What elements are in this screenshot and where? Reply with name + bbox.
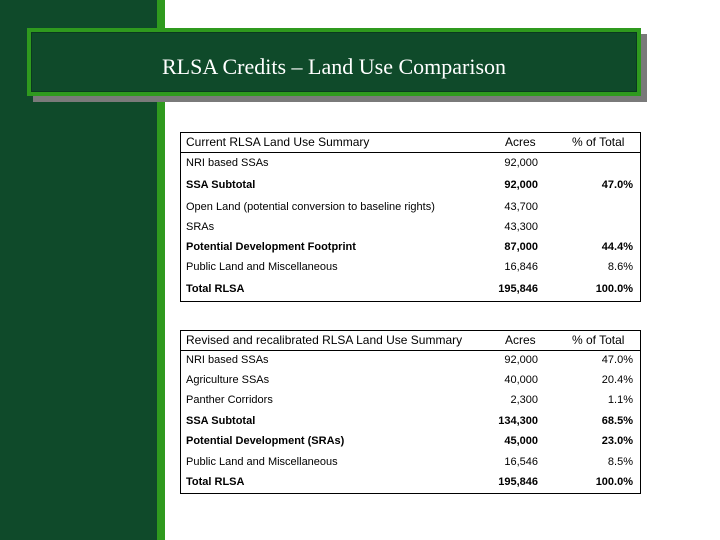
- table-row: [180, 154, 641, 172]
- row-acres: 45,000: [504, 435, 538, 447]
- row-label: Potential Development Footprint: [186, 241, 356, 253]
- table2-acres-header: Acres: [505, 333, 536, 347]
- row-percent: 47.0%: [601, 354, 633, 366]
- table2-heading: Revised and recalibrated RLSA Land Use Summary: [186, 333, 463, 347]
- table-row: [180, 280, 641, 298]
- table-row: [180, 432, 641, 450]
- row-acres: 134,300: [498, 415, 538, 427]
- row-acres: 16,546: [504, 456, 538, 468]
- row-label: Agriculture SSAs: [186, 374, 270, 386]
- row-percent: 68.5%: [601, 415, 633, 427]
- row-acres: 195,846: [498, 283, 538, 295]
- row-percent: 100.0%: [595, 283, 633, 295]
- row-percent: 47.0%: [601, 179, 633, 191]
- table-row: [180, 238, 641, 256]
- row-label: Total RLSA: [186, 476, 245, 488]
- table1-acres-header: Acres: [505, 135, 536, 149]
- row-acres: 43,300: [504, 221, 538, 233]
- row-label: SSA Subtotal: [186, 179, 256, 191]
- table1-header-row: [180, 133, 641, 151]
- row-label: Public Land and Miscellaneous: [186, 261, 338, 273]
- row-label: Open Land (potential conversion to baseline rights): [186, 201, 435, 213]
- row-label: NRI based SSAs: [186, 157, 269, 169]
- row-label: Potential Development (SRAs): [186, 435, 345, 447]
- row-label: Total RLSA: [186, 283, 245, 295]
- table-row: [180, 473, 641, 491]
- table-row: [180, 218, 641, 236]
- row-percent: 20.4%: [601, 374, 633, 386]
- row-label: SSA Subtotal: [186, 415, 256, 427]
- table1-pct-header: % of Total: [572, 135, 625, 149]
- table-row: [180, 198, 641, 216]
- row-percent: 100.0%: [595, 476, 633, 488]
- row-percent: 23.0%: [601, 435, 633, 447]
- row-acres: 43,700: [504, 201, 538, 213]
- slide-title: RLSA Credits – Land Use Comparison: [161, 54, 507, 79]
- table1-heading: Current RLSA Land Use Summary: [186, 135, 370, 149]
- table-row: [180, 176, 641, 194]
- row-label: Public Land and Miscellaneous: [186, 456, 338, 468]
- row-acres: 92,000: [504, 157, 538, 169]
- row-acres: 87,000: [504, 241, 538, 253]
- table-row: [180, 258, 641, 276]
- title-banner: [27, 28, 641, 96]
- row-acres: 16,846: [504, 261, 538, 273]
- table1-header-rule: [180, 152, 641, 153]
- row-acres: 2,300: [510, 394, 538, 406]
- row-percent: 44.4%: [601, 241, 633, 253]
- row-label: SRAs: [186, 221, 215, 233]
- table-row: [180, 371, 641, 389]
- row-acres: 92,000: [504, 179, 538, 191]
- row-acres: 195,846: [498, 476, 538, 488]
- row-label: Panther Corridors: [186, 394, 273, 406]
- table2-pct-header: % of Total: [572, 333, 625, 347]
- table-row: [180, 412, 641, 430]
- row-percent: 1.1%: [607, 394, 633, 406]
- table-row: [180, 351, 641, 369]
- table-row: [180, 391, 641, 409]
- row-percent: 8.6%: [607, 261, 633, 273]
- row-acres: 40,000: [504, 374, 538, 386]
- table-row: [180, 453, 641, 471]
- row-percent: 8.5%: [607, 456, 633, 468]
- row-label: NRI based SSAs: [186, 354, 269, 366]
- row-acres: 92,000: [504, 354, 538, 366]
- table2-header-row: [180, 331, 641, 349]
